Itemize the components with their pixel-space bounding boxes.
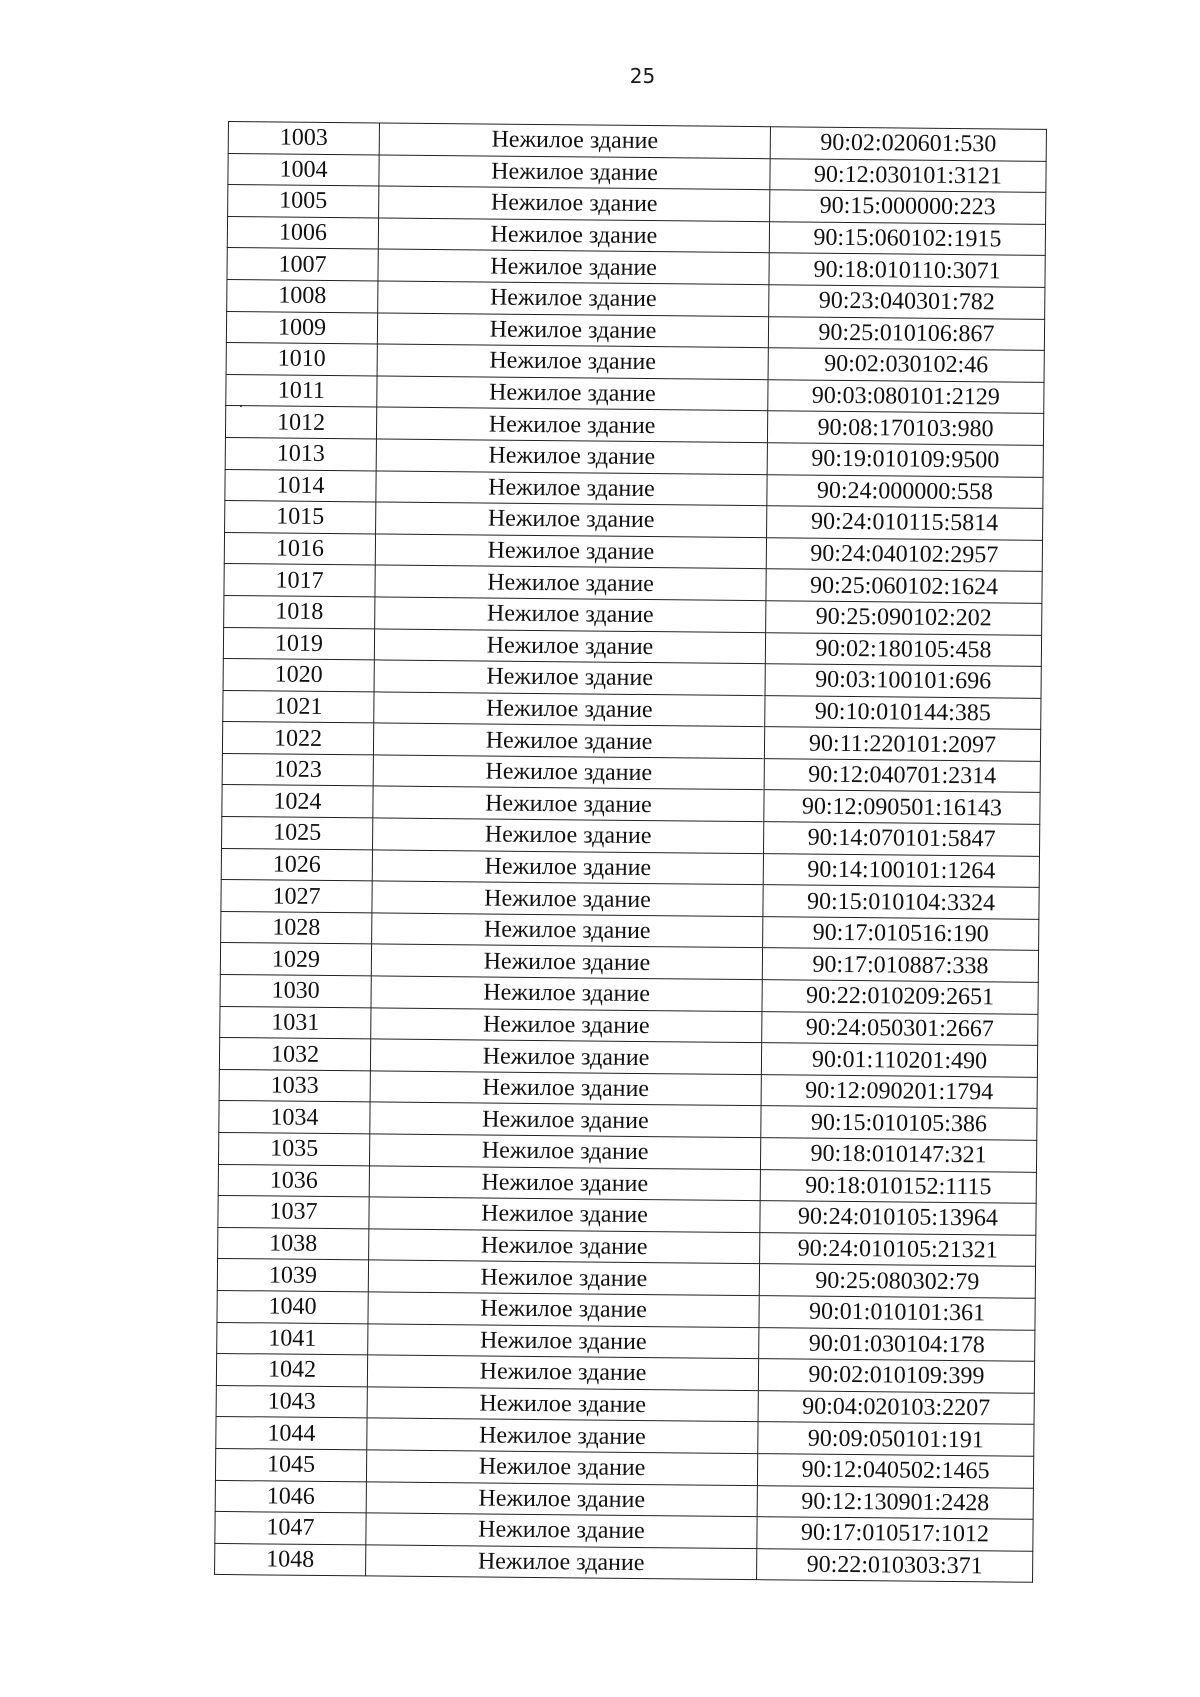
- object-type-cell: Нежилое здание: [367, 1355, 758, 1390]
- cadastral-number-cell: 90:25:060102:1624: [766, 569, 1042, 603]
- object-type-cell: Нежилое здание: [369, 1166, 760, 1201]
- object-type-cell: Нежилое здание: [366, 1545, 757, 1580]
- cadastral-number-cell: 90:25:080302:79: [759, 1264, 1035, 1298]
- row-number-cell: 1041: [217, 1322, 368, 1355]
- object-type-cell: Нежилое здание: [367, 1418, 758, 1453]
- row-number-cell: 1005: [228, 185, 379, 218]
- cadastral-number-cell: 90:24:010115:5814: [767, 506, 1043, 540]
- row-number-cell: 1012: [225, 406, 376, 439]
- row-number-cell: 1022: [222, 722, 373, 755]
- row-number-cell: 1006: [227, 216, 378, 249]
- object-type-cell: Нежилое здание: [369, 1197, 760, 1232]
- row-number-cell: 1003: [228, 122, 379, 155]
- row-number-cell: 1018: [224, 595, 375, 628]
- object-type-cell: Нежилое здание: [376, 502, 767, 537]
- cadastral-number-cell: 90:12:130901:2428: [757, 1485, 1033, 1519]
- object-type-cell: Нежилое здание: [377, 313, 768, 348]
- object-type-cell: Нежилое здание: [369, 1229, 760, 1264]
- registry-table-body: [215, 122, 1047, 1583]
- cadastral-number-cell: 90:02:180105:458: [765, 632, 1041, 666]
- cadastral-number-cell: 90:18:010110:3071: [769, 253, 1045, 287]
- row-number-cell: 1044: [216, 1417, 367, 1450]
- cadastral-number-cell: 90:02:010109:399: [758, 1359, 1034, 1393]
- object-type-cell: Нежилое здание: [379, 155, 770, 190]
- cadastral-number-cell: 90:14:070101:5847: [763, 822, 1039, 856]
- object-type-cell: Нежилое здание: [377, 344, 768, 379]
- object-type-cell: Нежилое здание: [375, 597, 766, 632]
- row-number-cell: 1019: [223, 627, 374, 660]
- row-number-cell: 1014: [225, 469, 376, 502]
- row-number-cell: 1032: [219, 1038, 370, 1071]
- object-type-cell: Нежилое здание: [373, 723, 764, 758]
- row-number-cell: 1013: [225, 437, 376, 470]
- cadastral-number-cell: 90:10:010144:385: [765, 695, 1041, 729]
- row-number-cell: 1007: [227, 248, 378, 281]
- object-type-cell: Нежилое здание: [366, 1450, 757, 1485]
- cadastral-number-cell: 90:15:000000:223: [770, 190, 1046, 224]
- cadastral-number-cell: 90:14:100101:1264: [763, 853, 1039, 887]
- row-number-cell: 1035: [218, 1132, 369, 1165]
- object-type-cell: Нежилое здание: [373, 786, 764, 821]
- object-type-cell: Нежилое здание: [371, 1008, 762, 1043]
- row-number-cell: 1017: [224, 564, 375, 597]
- object-type-cell: Нежилое здание: [368, 1292, 759, 1327]
- cadastral-number-cell: 90:12:040502:1465: [757, 1454, 1033, 1488]
- row-number-cell: 1043: [216, 1385, 367, 1418]
- object-type-cell: Нежилое здание: [378, 281, 769, 316]
- row-number-cell: 1039: [217, 1259, 368, 1292]
- cadastral-number-cell: 90:22:010303:371: [757, 1548, 1033, 1582]
- cadastral-number-cell: 90:02:020601:530: [770, 127, 1046, 161]
- row-number-cell: 1023: [222, 753, 373, 786]
- row-number-cell: 1031: [220, 1006, 371, 1039]
- cadastral-number-cell: 90:17:010517:1012: [757, 1517, 1033, 1551]
- object-type-cell: Нежилое здание: [374, 660, 765, 695]
- row-number-cell: 1011: [226, 374, 377, 407]
- object-type-cell: Нежилое здание: [372, 850, 763, 885]
- cadastral-number-cell: 90:17:010887:338: [762, 948, 1038, 982]
- row-number-cell: 1037: [218, 1196, 369, 1229]
- cadastral-number-cell: 90:08:170103:980: [767, 411, 1043, 445]
- row-number-cell: 1042: [216, 1354, 367, 1387]
- object-type-cell: Нежилое здание: [372, 913, 763, 948]
- object-type-cell: Нежилое здание: [369, 1134, 760, 1169]
- cadastral-number-cell: 90:23:040301:782: [769, 285, 1045, 319]
- cadastral-number-cell: 90:17:010516:190: [763, 917, 1039, 951]
- cadastral-number-cell: 90:18:010152:1115: [760, 1169, 1036, 1203]
- row-number-cell: 1040: [217, 1290, 368, 1323]
- row-number-cell: 1046: [215, 1480, 366, 1513]
- row-number-cell: 1015: [225, 501, 376, 534]
- cadastral-number-cell: 90:24:050301:2667: [762, 1011, 1038, 1045]
- object-type-cell: Нежилое здание: [372, 881, 763, 916]
- row-number-cell: 1030: [220, 974, 371, 1007]
- object-type-cell: Нежилое здание: [375, 534, 766, 569]
- registry-table: [214, 121, 1047, 1583]
- registry-table-container: [214, 121, 1046, 1583]
- cadastral-number-cell: 90:12:040701:2314: [764, 759, 1040, 793]
- cadastral-number-cell: 90:15:010105:386: [761, 1106, 1037, 1140]
- object-type-cell: Нежилое здание: [371, 976, 762, 1011]
- cadastral-number-cell: 90:01:110201:490: [761, 1043, 1037, 1077]
- cadastral-number-cell: 90:24:010105:13964: [760, 1201, 1036, 1235]
- cadastral-number-cell: 90:11:220101:2097: [764, 727, 1040, 761]
- row-number-cell: 1024: [222, 785, 373, 818]
- object-type-cell: Нежилое здание: [368, 1260, 759, 1295]
- object-type-cell: Нежилое здание: [379, 186, 770, 221]
- object-type-cell: Нежилое здание: [376, 407, 767, 442]
- row-number-cell: 1048: [215, 1543, 366, 1576]
- object-type-cell: Нежилое здание: [366, 1481, 757, 1516]
- page-number: 25: [629, 64, 656, 88]
- cadastral-number-cell: 90:09:050101:191: [758, 1422, 1034, 1456]
- row-number-cell: 1020: [223, 659, 374, 692]
- row-number-cell: 1027: [221, 880, 372, 913]
- object-type-cell: Нежилое здание: [374, 692, 765, 727]
- cadastral-number-cell: 90:15:060102:1915: [769, 221, 1045, 255]
- table-row: [215, 1543, 1033, 1582]
- row-number-cell: 1036: [218, 1164, 369, 1197]
- cadastral-number-cell: 90:24:010105:21321: [760, 1232, 1036, 1266]
- cadastral-number-cell: 90:12:090201:1794: [761, 1074, 1037, 1108]
- object-type-cell: Нежилое здание: [378, 218, 769, 253]
- cadastral-number-cell: 90:24:000000:558: [767, 474, 1043, 508]
- row-number-cell: 1045: [215, 1448, 366, 1481]
- object-type-cell: Нежилое здание: [371, 944, 762, 979]
- object-type-cell: Нежилое здание: [377, 376, 768, 411]
- cadastral-number-cell: 90:15:010104:3324: [763, 885, 1039, 919]
- cadastral-number-cell: 90:12:030101:3121: [770, 158, 1046, 192]
- cadastral-number-cell: 90:24:040102:2957: [766, 537, 1042, 571]
- row-number-cell: 1028: [221, 911, 372, 944]
- object-type-cell: Нежилое здание: [376, 470, 767, 505]
- object-type-cell: Нежилое здание: [378, 249, 769, 284]
- row-number-cell: 1016: [224, 532, 375, 565]
- row-number-cell: 1009: [226, 311, 377, 344]
- row-number-cell: 1047: [215, 1512, 366, 1545]
- row-number-cell: 1034: [219, 1101, 370, 1134]
- object-type-cell: Нежилое здание: [375, 565, 766, 600]
- object-type-cell: Нежилое здание: [379, 123, 770, 158]
- row-number-cell: 1038: [218, 1227, 369, 1260]
- cadastral-number-cell: 90:03:080101:2129: [768, 379, 1044, 413]
- cadastral-number-cell: 90:01:030104:178: [759, 1327, 1035, 1361]
- row-number-cell: 1021: [223, 690, 374, 723]
- cadastral-number-cell: 90:01:010101:361: [759, 1296, 1035, 1330]
- cadastral-number-cell: 90:19:010109:9500: [767, 443, 1043, 477]
- cadastral-number-cell: 90:02:030102:46: [768, 348, 1044, 382]
- row-number-cell: 1010: [226, 343, 377, 376]
- row-number-cell: 1033: [219, 1069, 370, 1102]
- cadastral-number-cell: 90:03:100101:696: [765, 664, 1041, 698]
- object-type-cell: Нежилое здание: [366, 1513, 757, 1548]
- cadastral-number-cell: 90:25:010106:867: [768, 316, 1044, 350]
- cadastral-number-cell: 90:04:020103:2207: [758, 1390, 1034, 1424]
- row-number-cell: 1004: [228, 153, 379, 186]
- cadastral-number-cell: 90:18:010147:321: [760, 1138, 1036, 1172]
- object-type-cell: Нежилое здание: [370, 1071, 761, 1106]
- object-type-cell: Нежилое здание: [376, 439, 767, 474]
- object-type-cell: Нежилое здание: [370, 1039, 761, 1074]
- object-type-cell: Нежилое здание: [367, 1387, 758, 1422]
- cadastral-number-cell: 90:22:010209:2651: [762, 980, 1038, 1014]
- row-number-cell: 1008: [227, 279, 378, 312]
- cadastral-number-cell: 90:12:090501:16143: [764, 790, 1040, 824]
- row-number-cell: 1025: [222, 817, 373, 850]
- object-type-cell: Нежилое здание: [368, 1323, 759, 1358]
- object-type-cell: Нежилое здание: [373, 818, 764, 853]
- object-type-cell: Нежилое здание: [374, 628, 765, 663]
- object-type-cell: Нежилое здание: [373, 755, 764, 790]
- row-number-cell: 1026: [221, 848, 372, 881]
- cadastral-number-cell: 90:25:090102:202: [766, 601, 1042, 635]
- row-number-cell: 1029: [220, 943, 371, 976]
- object-type-cell: Нежилое здание: [370, 1102, 761, 1137]
